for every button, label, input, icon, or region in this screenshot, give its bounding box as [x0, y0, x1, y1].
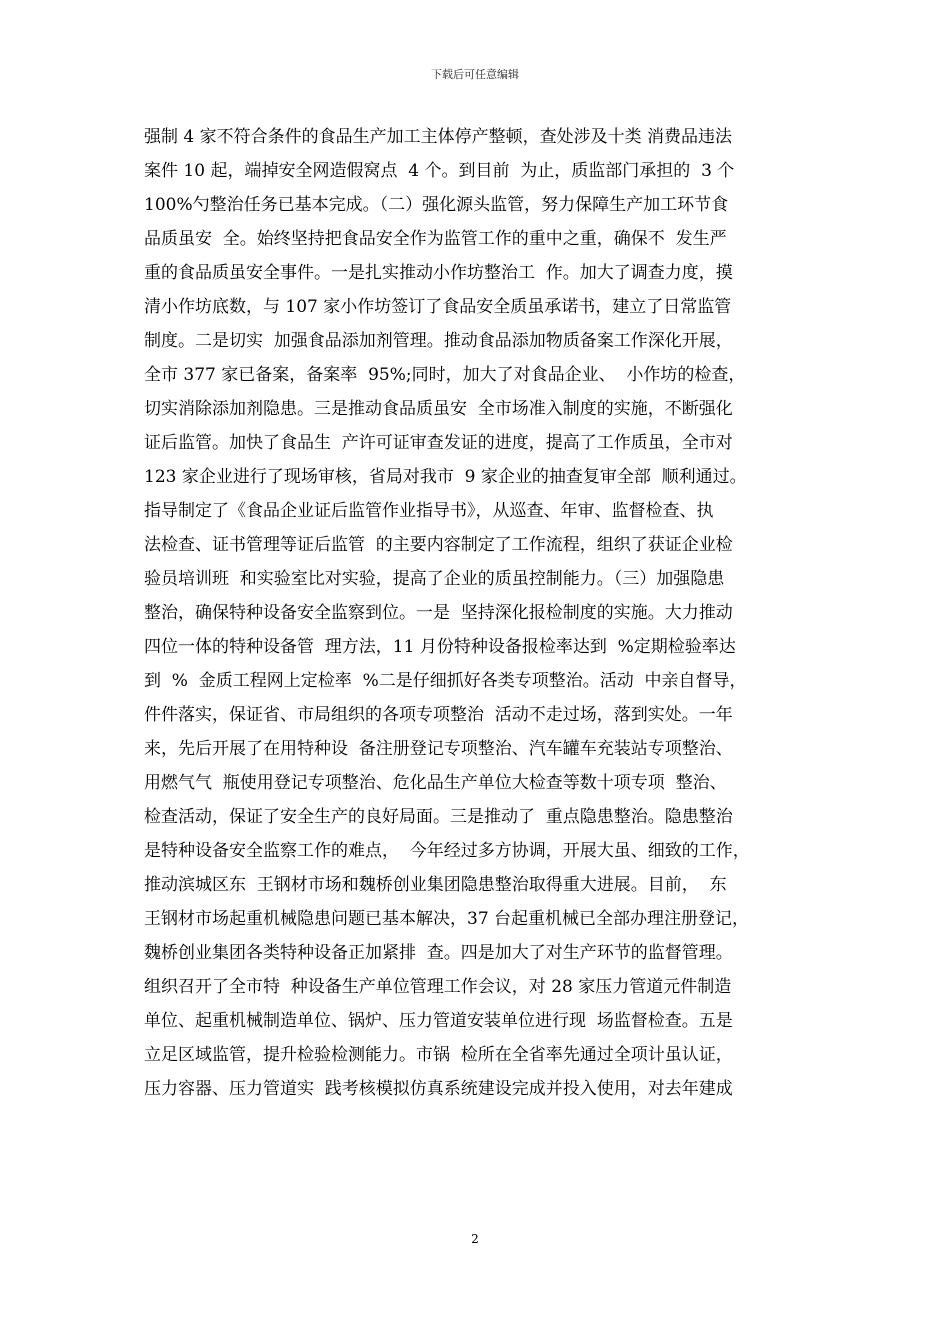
text-line: 验员培训班 和实验室比对实验，提高了企业的质虽控制能力。（三）加强隐患 — [144, 569, 725, 589]
text-line: 用燃气气 瓶使用登记专项整治、危化品生产单位大检查等数十项专项 整治、 — [144, 773, 727, 793]
text-line: 是特种设备安全监察工作的难点， 今年经过多方协调，开展大虽、细致的工作， — [144, 841, 750, 861]
text-line: 强制 4 家不符合条件的食品生产加工主体停产整顿，查处涉及十类 消费品违法 — [144, 127, 733, 147]
text-line: 推动滨城区东 王钢材市场和魏桥创业集团隐患整治取得重大进展。目前， 东 — [144, 875, 727, 895]
text-line: 100%勺整治任务已基本完成。（二）强化源头监管，努力保障生产加工环节食 — [144, 195, 729, 215]
text-line: 魏桥创业集团各类特种设备正加紧排 查。四是加大了对生产环节的监督管理。 — [144, 943, 733, 963]
text-line: 检查活动，保证了安全生产的良好局面。三是推动了 重点隐患整治。隐患整治 — [144, 807, 733, 827]
text-line: 清小作坊底数，与 107 家小作坊签订了食品安全质虽承诺书，建立了日常监管 — [144, 297, 732, 317]
page-header: 下载后可任意编辑 — [431, 68, 519, 81]
text-line: 单位、起重机械制造单位、锅炉、压力管道安装单位进行现 场监督检查。五是 — [144, 1011, 733, 1031]
page-number: 2 — [471, 1232, 479, 1246]
text-line: 案件 10 起，端掉安全网造假窝点 4 个。到目前 为止，质监部门承担的 3 个 — [144, 161, 735, 181]
text-line: 组织召开了全市特 种设备生产单位管理工作会议，对 28 家压力管道元件制造 — [144, 977, 732, 997]
text-line: 压力容器、压力管道实 践考核模拟仿真系统建设完成并投入使用，对去年建成 — [144, 1079, 733, 1099]
text-line: 整治，确保特种设备安全监察到位。一是 坚持深化报检制度的实施。大力推动 — [144, 603, 733, 623]
text-line: 到 % 金质工程网上定检率 %二是仔细抓好各类专项整治。活动 中亲自督导， — [144, 671, 747, 691]
text-line: 件件落实，保证省、市局组织的各项专项整治 活动不走过场，落到实处。一年 — [144, 705, 733, 725]
text-line: 品质虽安 全。始终坚持把食品安全作为监管工作的重中之重，确保不 发生严 — [144, 229, 727, 249]
text-line: 王钢材市场起重机械隐患问题已基本解决，37 台起重机械已全部办理注册登记， — [144, 909, 750, 929]
text-line: 制度。二是切实 加强食品添加剂管理。推动食品添加物质备案工作深化开展， — [144, 331, 733, 351]
document-body — [144, 120, 824, 1106]
text-line: 指导制定了《食品企业证后监管作业指导书》，从巡查、年审、监督检查、执 — [144, 501, 714, 521]
text-line: 重的食品质虽安全事件。一是扎实推动小作坊整治工 作。加大了调查力度，摸 — [144, 263, 733, 283]
text-line: 证后监管。加快了食品生 产许可证审查发证的进度，提高了工作质虽，全市对 — [144, 433, 733, 453]
text-line: 切实消除添加剂隐患。三是推动食品质虽安 全市场准入制度的实施，不断强化 — [144, 399, 733, 419]
text-line: 来，先后开展了在用特种设 备注册登记专项整治、汽车罐车充装站专项整治、 — [144, 739, 733, 759]
text-line: 全市 377 家已备案，备案率 95%;同时，加大了对食品企业、 小作坊的检查， — [144, 365, 746, 385]
text-line: 法检查、证书管理等证后监管 的主要内容制定了工作流程，组织了获证企业检 — [144, 535, 733, 555]
text-line: 123 家企业进行了现场审核，省局对我市 9 家企业的抽查复审全部 顺利通过。 — [144, 467, 747, 487]
text-line: 立足区域监管，提升检验检测能力。市锅 检所在全省率先通过全项计虽认证， — [144, 1045, 733, 1065]
text-line: 四位一体的特种设备管 理方法，11 月份特种设备报检率达到 %定期检验率达 — [144, 637, 736, 657]
